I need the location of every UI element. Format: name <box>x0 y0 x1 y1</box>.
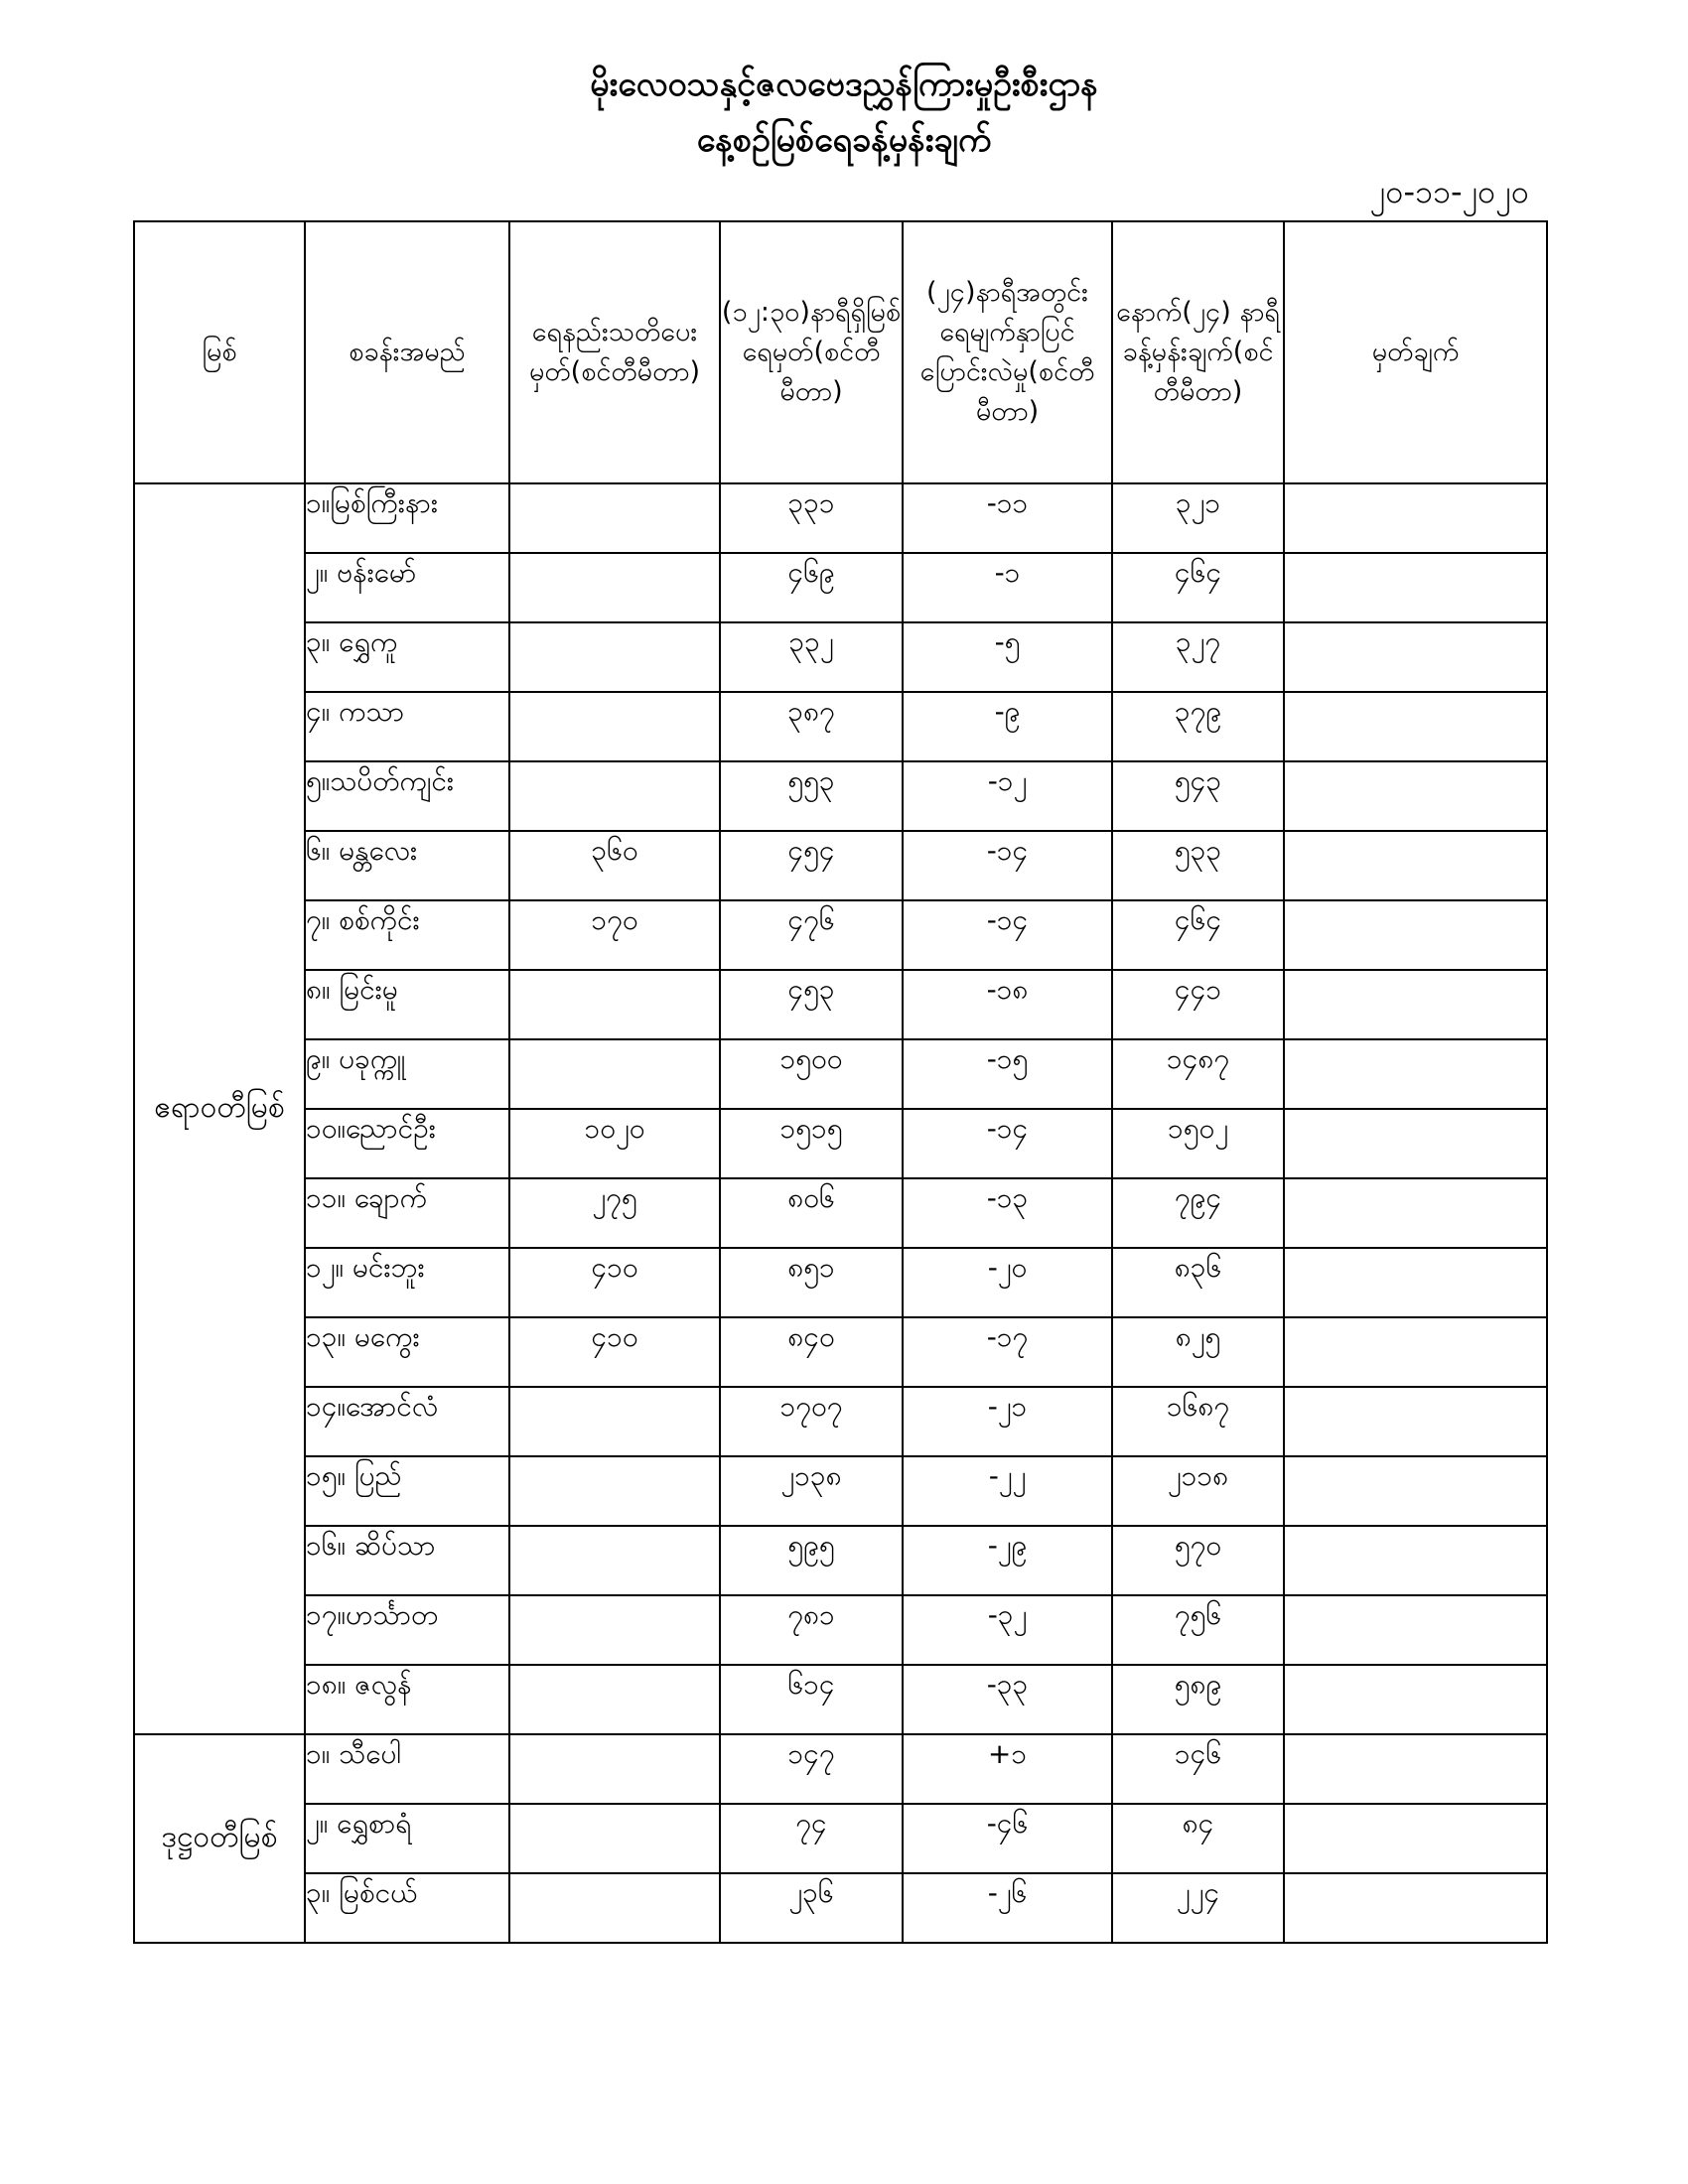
water-level-cell: ၄၅၄ <box>720 831 903 900</box>
remark-cell <box>1284 1526 1547 1595</box>
column-header-remark: မှတ်ချက် <box>1284 221 1547 483</box>
forecast-cell: ၁၄၆ <box>1112 1734 1284 1804</box>
remark-cell <box>1284 483 1547 553</box>
forecast-cell: ၄၆၄ <box>1112 900 1284 970</box>
station-cell: ၁၁။ ချောက် <box>305 1178 509 1248</box>
change-cell: -၁၄ <box>903 900 1112 970</box>
table-row <box>134 1734 1547 1804</box>
forecast-cell: ၇၅၆ <box>1112 1595 1284 1665</box>
remark-cell <box>1284 1317 1547 1387</box>
table-row <box>134 761 1547 831</box>
forecast-cell: ၇၉၄ <box>1112 1178 1284 1248</box>
water-level-cell: ၂၃၆ <box>720 1873 903 1943</box>
water-level-cell: ၅၉၅ <box>720 1526 903 1595</box>
table-row <box>134 1526 1547 1595</box>
water-level-cell: ၃၈၇ <box>720 692 903 761</box>
forecast-cell: ၄၆၄ <box>1112 553 1284 622</box>
warning-level-cell <box>509 622 720 692</box>
station-cell: ၁၂။ မင်းဘူး <box>305 1248 509 1317</box>
station-cell: ၁။မြစ်ကြီးနား <box>305 483 509 553</box>
water-level-cell: ၅၅၃ <box>720 761 903 831</box>
station-cell: ၁၅။ ပြည် <box>305 1456 509 1526</box>
forecast-cell: ၁၆၈၇ <box>1112 1387 1284 1456</box>
change-cell: -၅ <box>903 622 1112 692</box>
table-row <box>134 1804 1547 1873</box>
remark-cell <box>1284 622 1547 692</box>
warning-level-cell <box>509 483 720 553</box>
water-level-cell: ၈၀၆ <box>720 1178 903 1248</box>
change-cell: -၁၃ <box>903 1178 1112 1248</box>
remark-cell <box>1284 1734 1547 1804</box>
remark-cell <box>1284 1248 1547 1317</box>
table-row <box>134 553 1547 622</box>
table-row <box>134 1248 1547 1317</box>
forecast-cell: ၃၂၇ <box>1112 622 1284 692</box>
water-level-cell: ၂၁၃၈ <box>720 1456 903 1526</box>
station-cell: ၁၃။ မကွေး <box>305 1317 509 1387</box>
table-row <box>134 1109 1547 1178</box>
warning-level-cell <box>509 1873 720 1943</box>
column-header-water-level: (၁၂:၃၀)နာရီရှိမြစ်ရေမှတ်(စင်တီမီတာ) <box>720 221 903 483</box>
table-row <box>134 970 1547 1039</box>
table-row <box>134 1178 1547 1248</box>
water-level-cell: ၃၃၂ <box>720 622 903 692</box>
remark-cell <box>1284 970 1547 1039</box>
warning-level-cell <box>509 1734 720 1804</box>
change-cell: -၁၁ <box>903 483 1112 553</box>
forecast-cell: ၂၂၄ <box>1112 1873 1284 1943</box>
warning-level-cell: ၂၇၅ <box>509 1178 720 1248</box>
station-cell: ၃။ မြစ်ငယ် <box>305 1873 509 1943</box>
station-cell: ၁၇။ဟင်္သာတ <box>305 1595 509 1665</box>
change-cell: -၃၂ <box>903 1595 1112 1665</box>
forecast-cell: ၅၇၀ <box>1112 1526 1284 1595</box>
change-cell: -၄၆ <box>903 1804 1112 1873</box>
station-cell: ၂။ ရွှေစာရံ <box>305 1804 509 1873</box>
forecast-cell: ၃၂၁ <box>1112 483 1284 553</box>
station-cell: ၅။သပိတ်ကျင်း <box>305 761 509 831</box>
warning-level-cell: ၄၁၀ <box>509 1317 720 1387</box>
column-header-river: မြစ် <box>134 221 305 483</box>
table-header-row <box>134 221 1547 483</box>
station-cell: ၁။ သီပေါ <box>305 1734 509 1804</box>
change-cell: -၁ <box>903 553 1112 622</box>
table-row <box>134 1873 1547 1943</box>
page-subtitle: နေ့စဉ်မြစ်ရေခန့်မှန်းချက် <box>696 120 992 160</box>
river-name-cell: ဧရာဝတီမြစ် <box>134 483 305 1734</box>
forecast-cell: ၈၃၆ <box>1112 1248 1284 1317</box>
warning-level-cell <box>509 1039 720 1109</box>
water-level-cell: ၁၇၀၇ <box>720 1387 903 1456</box>
warning-level-cell <box>509 1387 720 1456</box>
remark-cell <box>1284 1456 1547 1526</box>
change-cell: -၂၁ <box>903 1387 1112 1456</box>
forecast-cell: ၅၄၃ <box>1112 761 1284 831</box>
water-level-cell: ၃၃၁ <box>720 483 903 553</box>
change-cell: -၁၄ <box>903 831 1112 900</box>
water-level-cell: ၁၅၁၅ <box>720 1109 903 1178</box>
station-cell: ၈။ မြင်းမူ <box>305 970 509 1039</box>
remark-cell <box>1284 1039 1547 1109</box>
table-row <box>134 900 1547 970</box>
forecast-cell: ၈၄ <box>1112 1804 1284 1873</box>
remark-cell <box>1284 692 1547 761</box>
river-forecast-table <box>133 220 1548 1944</box>
table-row <box>134 1665 1547 1734</box>
warning-level-cell <box>509 1665 720 1734</box>
change-cell: -၃၃ <box>903 1665 1112 1734</box>
forecast-cell: ၃၇၉ <box>1112 692 1284 761</box>
forecast-cell: ၅၈၉ <box>1112 1665 1284 1734</box>
remark-cell <box>1284 1109 1547 1178</box>
warning-level-cell <box>509 692 720 761</box>
water-level-cell: ၇၄ <box>720 1804 903 1873</box>
water-level-cell: ၁၅၀၀ <box>720 1039 903 1109</box>
forecast-cell: ၄၄၁ <box>1112 970 1284 1039</box>
report-date: ၂၀-၁၁-၂၀၂၀ <box>1369 173 1529 210</box>
water-level-cell: ၄၅၃ <box>720 970 903 1039</box>
remark-cell <box>1284 1873 1547 1943</box>
column-header-station: စခန်းအမည် <box>305 221 509 483</box>
column-header-24h-change: (၂၄)နာရီအတွင်းရေမျက်နှာပြင်ပြောင်းလဲမှု(စင်တီမီတာ) <box>903 221 1112 483</box>
change-cell: -၁၈ <box>903 970 1112 1039</box>
remark-cell <box>1284 1595 1547 1665</box>
remark-cell <box>1284 553 1547 622</box>
remark-cell <box>1284 831 1547 900</box>
change-cell: -၂၀ <box>903 1248 1112 1317</box>
change-cell: -၁၇ <box>903 1317 1112 1387</box>
warning-level-cell <box>509 970 720 1039</box>
column-header-warning-level: ရေနည်းသတိပေးမှတ်(စင်တီမီတာ) <box>509 221 720 483</box>
table-row <box>134 831 1547 900</box>
table-row <box>134 1456 1547 1526</box>
change-cell: -၁၄ <box>903 1109 1112 1178</box>
change-cell: -၂၉ <box>903 1526 1112 1595</box>
forecast-cell: ၅၃၃ <box>1112 831 1284 900</box>
remark-cell <box>1284 1178 1547 1248</box>
page-title: မိုးလေဝသနှင့်ဇလဗေဒညွှန်ကြားမှုဦးစီးဌာန <box>590 65 1098 104</box>
column-header-forecast: နောက်(၂၄) နာရီခန့်မှန်းချက်(စင်တီမီတာ) <box>1112 221 1284 483</box>
water-level-cell: ၇၈၁ <box>720 1595 903 1665</box>
station-cell: ၇။ စစ်ကိုင်း <box>305 900 509 970</box>
warning-level-cell <box>509 1456 720 1526</box>
forecast-cell: ၈၂၅ <box>1112 1317 1284 1387</box>
warning-level-cell: ၃၆၀ <box>509 831 720 900</box>
change-cell: +၁ <box>903 1734 1112 1804</box>
remark-cell <box>1284 900 1547 970</box>
change-cell: -၂၂ <box>903 1456 1112 1526</box>
change-cell: -၁၅ <box>903 1039 1112 1109</box>
table-row <box>134 1595 1547 1665</box>
forecast-cell: ၂၁၁၈ <box>1112 1456 1284 1526</box>
station-cell: ၁၆။ ဆိပ်သာ <box>305 1526 509 1595</box>
remark-cell <box>1284 1665 1547 1734</box>
table-row <box>134 1039 1547 1109</box>
remark-cell <box>1284 761 1547 831</box>
river-name-cell: ဒုဋ္ဌဝတီမြစ် <box>134 1734 305 1943</box>
warning-level-cell <box>509 1526 720 1595</box>
table-row <box>134 622 1547 692</box>
station-cell: ၁၈။ ဇလွန် <box>305 1665 509 1734</box>
station-cell: ၄။ ကသာ <box>305 692 509 761</box>
water-level-cell: ၁၄၇ <box>720 1734 903 1804</box>
warning-level-cell: ၁၇၀ <box>509 900 720 970</box>
station-cell: ၁၀။ညောင်ဦး <box>305 1109 509 1178</box>
warning-level-cell: ၄၁၀ <box>509 1248 720 1317</box>
station-cell: ၂။ ဗန်းမော် <box>305 553 509 622</box>
table-row <box>134 692 1547 761</box>
warning-level-cell <box>509 761 720 831</box>
table-row <box>134 1317 1547 1387</box>
forecast-cell: ၁၅၀၂ <box>1112 1109 1284 1178</box>
water-level-cell: ၆၁၄ <box>720 1665 903 1734</box>
change-cell: -၁၂ <box>903 761 1112 831</box>
station-cell: ၉။ ပခုက္ကူ <box>305 1039 509 1109</box>
table-row <box>134 483 1547 553</box>
warning-level-cell <box>509 1804 720 1873</box>
water-level-cell: ၄၆၉ <box>720 553 903 622</box>
station-cell: ၁၄။အောင်လံ <box>305 1387 509 1456</box>
station-cell: ၆။ မန္တလေး <box>305 831 509 900</box>
change-cell: -၂၆ <box>903 1873 1112 1943</box>
water-level-cell: ၄၇၆ <box>720 900 903 970</box>
water-level-cell: ၈၅၁ <box>720 1248 903 1317</box>
water-level-cell: ၈၄၀ <box>720 1317 903 1387</box>
station-cell: ၃။ ရွှေကူ <box>305 622 509 692</box>
warning-level-cell: ၁၀၂၀ <box>509 1109 720 1178</box>
warning-level-cell <box>509 1595 720 1665</box>
change-cell: -၉ <box>903 692 1112 761</box>
table-row <box>134 1387 1547 1456</box>
warning-level-cell <box>509 553 720 622</box>
remark-cell <box>1284 1387 1547 1456</box>
remark-cell <box>1284 1804 1547 1873</box>
table-body <box>134 483 1547 1943</box>
forecast-cell: ၁၄၈၇ <box>1112 1039 1284 1109</box>
